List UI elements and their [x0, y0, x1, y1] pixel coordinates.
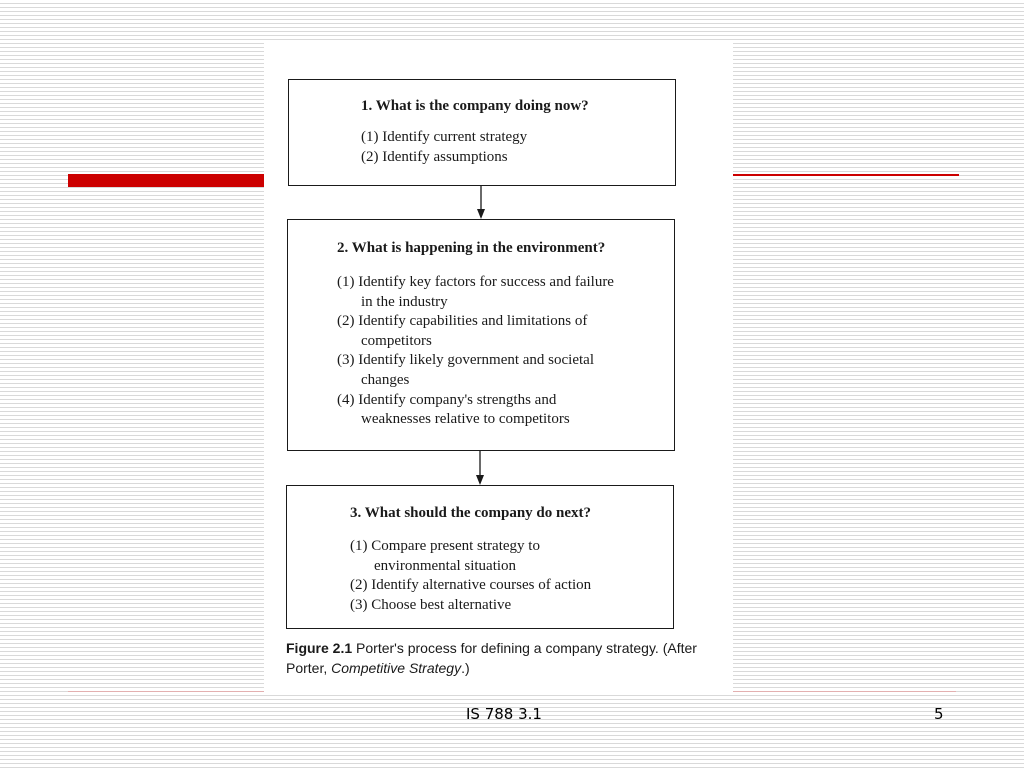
accent-bar: [68, 174, 268, 187]
step-3-item-1: (1) Compare present strategy to environmental situation: [350, 538, 540, 574]
step-1-item-1: (1) Identify current strategy: [361, 129, 528, 145]
step-list-1: [361, 128, 527, 167]
figure-caption-book: Competitive Strategy: [331, 660, 462, 676]
step-1-item-2: (2) Identify assumptions: [361, 148, 508, 165]
flow-arrow-1: [475, 186, 487, 219]
step-title-3: 3. What should the company do next?: [350, 505, 592, 521]
step-box-1: [288, 79, 676, 186]
step-box-2: [287, 219, 675, 451]
figure-caption-text: Porter's process for defining a company strategy. (After Porter,: [286, 640, 697, 676]
step-2-item-3: (3) Identify likely government and societal changes: [337, 352, 594, 388]
slide-number: 5: [934, 705, 944, 723]
step-3-item-2: (2) Identify alternative courses of action: [350, 577, 592, 594]
step-box-3: [286, 485, 674, 629]
figure-caption-end: .): [461, 660, 470, 676]
flow-arrow-2: [474, 451, 486, 485]
step-2-item-4: (4) Identify company's strengths and weaknesses relative to competitors: [337, 391, 570, 428]
step-3-item-3: (3) Choose best alternative: [350, 596, 512, 613]
footer-course: IS 788 3.1: [466, 705, 542, 723]
step-2-item-2: (2) Identify capabilities and limitations of competitors: [337, 313, 588, 349]
step-title-2: 2. What is happening in the environment?: [337, 240, 606, 256]
step-list-2: [337, 273, 646, 430]
step-list-3: [350, 537, 599, 615]
figure-label: Figure 2.1: [286, 640, 353, 656]
figure-caption: [286, 638, 726, 678]
step-2-item-1: (1) Identify key factors for success and failure in the industry: [337, 274, 614, 310]
step-title-1: 1. What is the company doing now?: [361, 98, 589, 114]
figure-image: [264, 42, 733, 694]
accent-line: [733, 174, 959, 176]
